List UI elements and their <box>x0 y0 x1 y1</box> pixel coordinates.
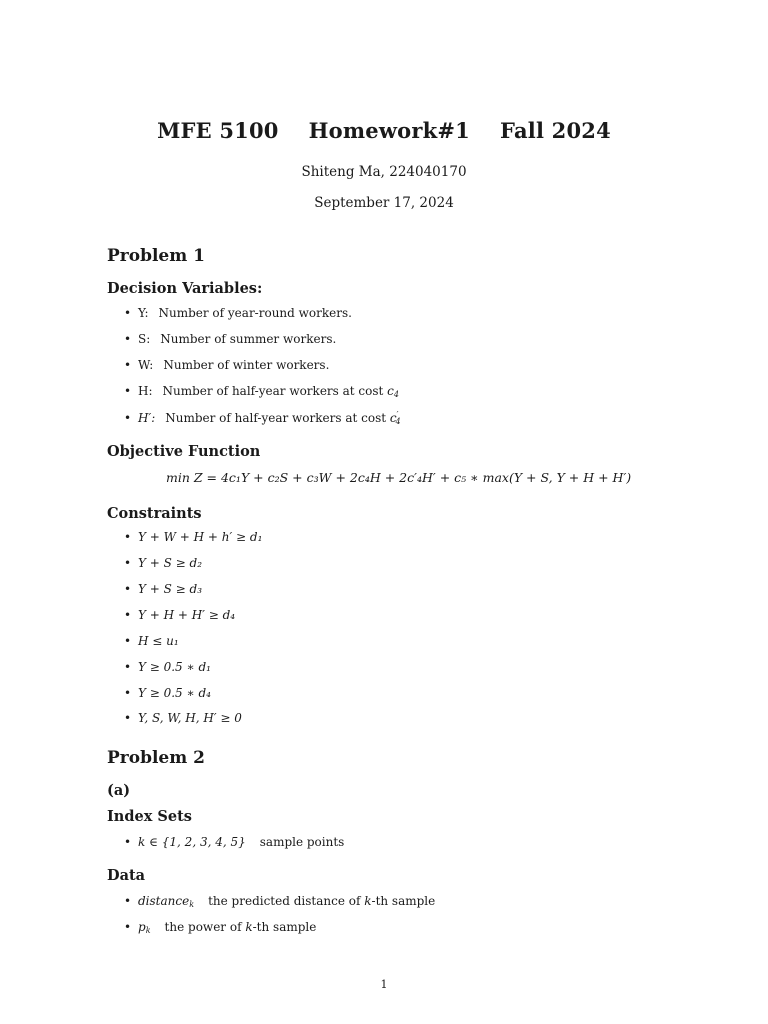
data-symbol: $p_k$ <box>138 920 151 935</box>
constraint-item <box>124 556 202 570</box>
var-symbol: S: <box>138 332 151 346</box>
constraint-formula: Y + S ≥ d₂ <box>138 556 203 570</box>
constraint-item <box>124 608 235 622</box>
bullet: • <box>124 411 132 425</box>
bullet: • <box>124 686 132 700</box>
list-item <box>124 358 329 372</box>
problem-2-heading: Problem 2 <box>107 748 205 768</box>
date-line: September 17, 2024 <box>314 195 454 211</box>
bullet: • <box>124 608 132 622</box>
constraint-formula: Y + S ≥ d₃ <box>138 582 203 596</box>
cost-symbol: $c_4$ <box>387 384 399 399</box>
document-title: MFE 5100 Homework#1 Fall 2024 <box>157 118 611 143</box>
var-symbol: H: <box>138 384 153 398</box>
data-description: the predicted distance of k-th sample <box>208 894 436 908</box>
bullet: • <box>124 556 132 570</box>
var-description: Number of summer workers. <box>160 332 337 346</box>
constraint-formula: Y + W + H + h′ ≥ d₁ <box>138 530 263 544</box>
bullet: • <box>124 894 132 908</box>
var-symbol: W: <box>138 358 154 372</box>
constraint-formula: H ≤ u₁ <box>138 634 179 648</box>
cost-symbol: $c'_4$ <box>389 410 401 426</box>
bullet: • <box>124 835 132 849</box>
list-item <box>124 332 336 346</box>
bullet: • <box>124 384 132 398</box>
data-symbol: distance$_k$ <box>138 894 195 909</box>
index-set-description: sample points <box>259 835 345 849</box>
constraint-formula: Y, S, W, H, H′ ≥ 0 <box>138 711 242 725</box>
var-description: Number of year-round workers. <box>158 306 352 320</box>
constraint-formula: Y ≥ 0.5 ∗ d₄ <box>138 686 211 700</box>
constraint-item <box>124 634 179 648</box>
page-number: 1 <box>380 978 388 991</box>
bullet: • <box>124 306 132 320</box>
list-item <box>124 384 399 399</box>
list-item <box>124 410 401 426</box>
constraint-item <box>124 660 211 674</box>
objective-formula: min Z = 4c₁Y + c₂S + c₃W + 2c₄H + 2c′₄H′ + c₅ ∗ max(Y + S, Y + H + H′) <box>166 470 632 485</box>
bullet: • <box>124 920 132 934</box>
data-heading: Data <box>107 867 146 884</box>
bullet: • <box>124 530 132 544</box>
index-set-item <box>124 835 344 849</box>
part-a-heading: (a) <box>107 782 131 799</box>
data-description: the power of k-th sample <box>164 920 317 934</box>
decision-variables-heading: Decision Variables: <box>107 280 263 297</box>
constraint-formula: Y + H + H′ ≥ d₄ <box>138 608 236 622</box>
constraint-item <box>124 686 211 700</box>
bullet: • <box>124 711 132 725</box>
constraints-heading: Constraints <box>107 505 202 522</box>
var-symbol: H′: <box>138 411 156 425</box>
bullet: • <box>124 582 132 596</box>
index-sets-heading: Index Sets <box>107 808 192 825</box>
var-description: Number of half-year workers at cost <box>162 384 388 398</box>
author-line: Shiteng Ma, 224040170 <box>301 164 467 180</box>
objective-heading: Objective Function <box>107 443 261 460</box>
constraint-item <box>124 582 202 596</box>
data-item <box>124 920 316 935</box>
var-symbol: Y: <box>138 306 149 320</box>
bullet: • <box>124 358 132 372</box>
bullet: • <box>124 634 132 648</box>
index-set-formula: k ∈ {1, 2, 3, 4, 5} <box>138 835 246 849</box>
var-description: Number of half-year workers at cost <box>165 411 390 425</box>
data-item <box>124 894 435 909</box>
bullet: • <box>124 332 132 346</box>
constraint-item <box>124 711 242 725</box>
list-item <box>124 306 352 320</box>
var-description: Number of winter workers. <box>163 358 330 372</box>
constraint-item <box>124 530 262 544</box>
bullet: • <box>124 660 132 674</box>
problem-1-heading: Problem 1 <box>107 246 205 266</box>
constraint-formula: Y ≥ 0.5 ∗ d₁ <box>138 660 211 674</box>
